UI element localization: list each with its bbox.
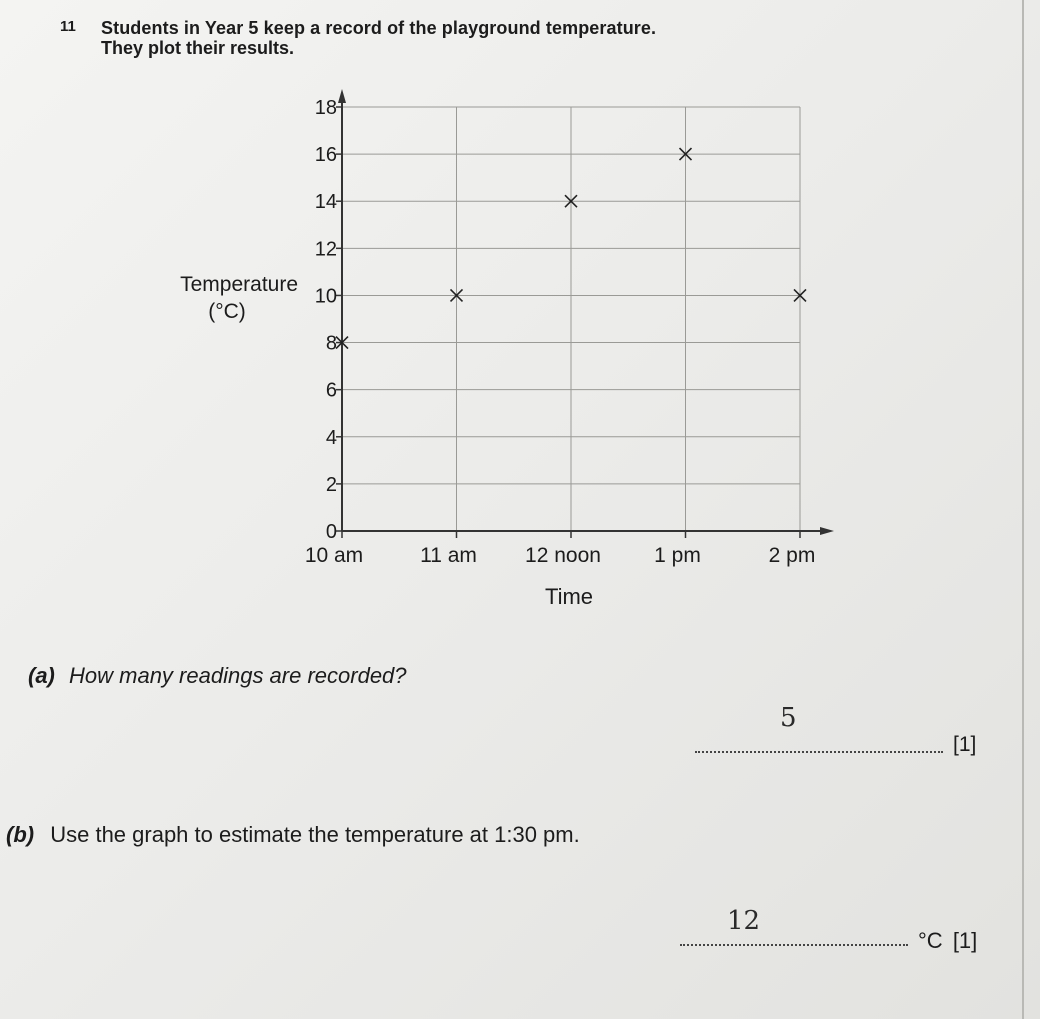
y-tick-label: 6 <box>325 379 337 402</box>
y-tick-label: 2 <box>325 473 337 496</box>
part-b-text: Use the graph to estimate the temperature at 1:30 pm. <box>50 822 580 847</box>
y-tick-label: 14 <box>314 191 337 214</box>
question-stem-line2: They plot their results. <box>101 38 295 58</box>
question-stem-line1: Students in Year 5 keep a record of the playground temperature. <box>101 18 657 38</box>
x-tick-labels <box>305 531 816 567</box>
y-tick-label: 8 <box>325 332 337 355</box>
part-a-question <box>28 663 407 689</box>
question-number: 11 <box>60 18 76 35</box>
y-tick-label: 0 <box>325 521 337 543</box>
part-b-unit-text: °C <box>918 928 943 953</box>
part-b-label: (b) <box>6 822 35 847</box>
y-tick-labels <box>315 97 342 543</box>
part-b-answer[interactable]: 12 <box>727 906 761 936</box>
y-axis-unit: (°C) <box>208 300 246 323</box>
part-a-label: (a) <box>28 663 55 688</box>
chart-axes <box>338 89 834 535</box>
y-tick-label: 12 <box>314 238 337 261</box>
x-tick-label: 1 pm <box>654 544 701 567</box>
x-tick-label: 2 pm <box>768 544 816 567</box>
x-tick-label: 10 am <box>304 544 364 567</box>
chart-grid <box>342 107 800 531</box>
part-b-unit <box>918 928 977 954</box>
part-a-text: How many readings are recorded? <box>69 663 407 688</box>
y-tick-label: 18 <box>314 97 337 119</box>
x-axis-arrow <box>820 527 834 535</box>
part-b-question <box>6 822 580 848</box>
x-tick-label: 11 am <box>420 544 477 567</box>
y-tick-label: 10 <box>314 285 337 308</box>
y-tick-label: 16 <box>314 144 337 167</box>
part-a-answer[interactable]: 5 <box>780 703 797 733</box>
y-axis-label: Temperature <box>180 273 298 296</box>
part-a-answer-line <box>695 751 943 753</box>
x-tick-label: 12 noon <box>525 544 601 567</box>
part-b-marks: [1] <box>952 928 978 953</box>
y-axis-arrow <box>338 89 346 103</box>
y-tick-label: 4 <box>325 426 337 449</box>
part-b-answer-line <box>680 944 908 946</box>
x-axis-label: Time <box>544 584 594 609</box>
part-a-marks: [1] <box>953 733 977 756</box>
